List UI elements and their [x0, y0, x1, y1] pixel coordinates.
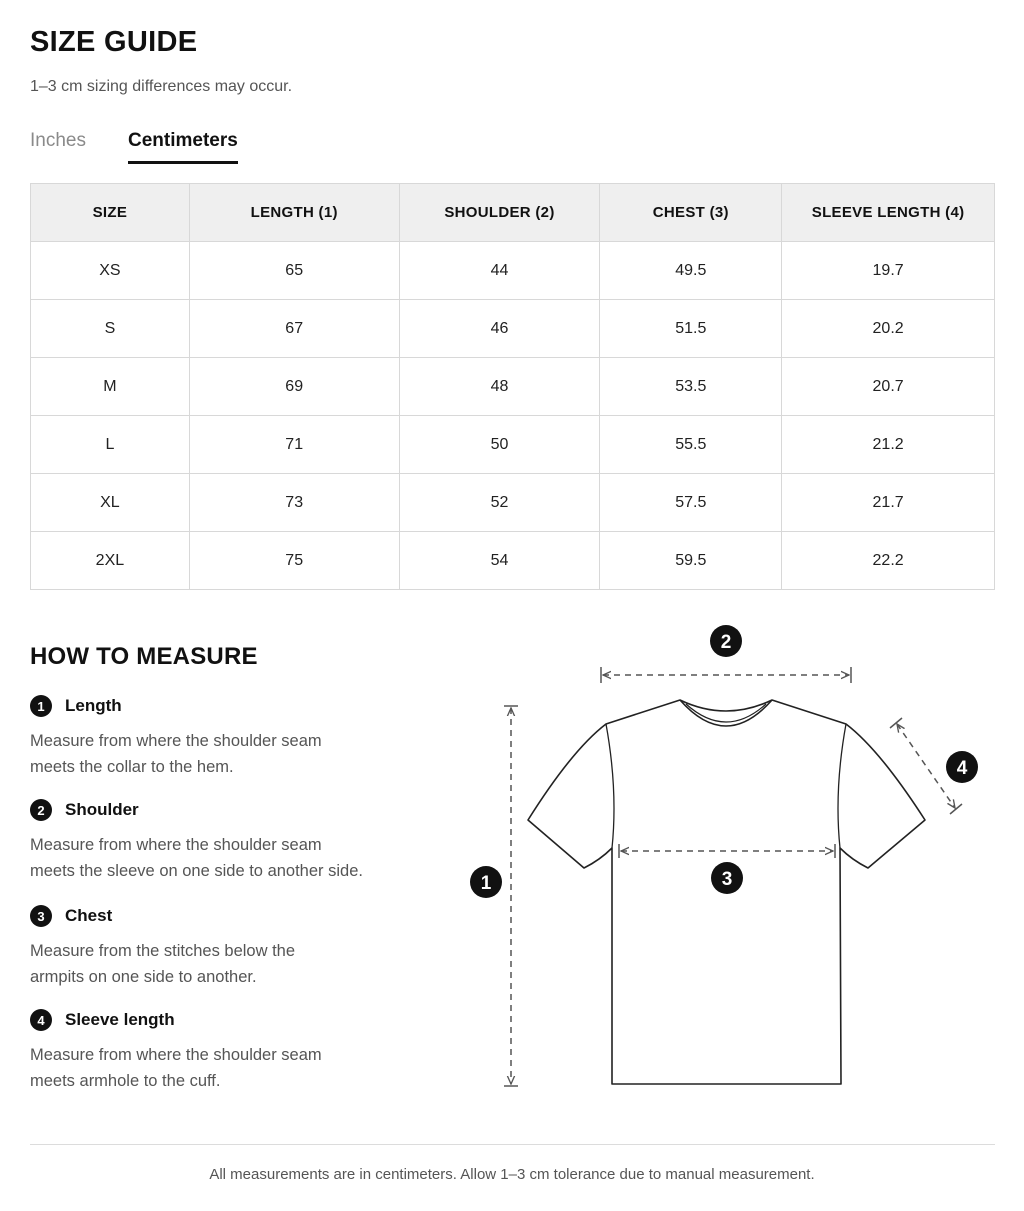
description-line: Measure from where the shoulder seam: [30, 1046, 322, 1064]
marker-4: [946, 751, 978, 783]
size-table: [30, 183, 995, 590]
table-row: [31, 300, 995, 358]
table-cell: 52: [399, 474, 600, 532]
table-row: [31, 474, 995, 532]
marker-2: [710, 625, 742, 657]
table-row: [31, 532, 995, 590]
table-cell: 48: [399, 358, 600, 416]
table-cell: XL: [31, 474, 190, 532]
column-header-length: LENGTH (1): [189, 184, 399, 242]
table-cell: 65: [189, 242, 399, 300]
tab-inches[interactable]: Inches: [30, 130, 86, 151]
table-cell: 20.7: [782, 358, 995, 416]
marker-3: [711, 862, 743, 894]
table-row: [31, 242, 995, 300]
page-subtitle: 1–3 cm sizing differences may occur.: [30, 78, 293, 95]
table-cell: 53.5: [600, 358, 782, 416]
measure-description: [30, 1042, 450, 1094]
table-cell: 67: [189, 300, 399, 358]
measure-label: Sleeve length: [65, 1010, 175, 1029]
unit-tabs: [30, 128, 238, 168]
table-cell: 44: [399, 242, 600, 300]
table-cell: 2XL: [31, 532, 190, 590]
page-title: SIZE GUIDE: [30, 26, 198, 58]
description-line: Measure from where the shoulder seam: [30, 836, 322, 854]
description-line: armpits on one side to another.: [30, 968, 257, 986]
measure-label: Chest: [65, 906, 113, 925]
table-cell: 54: [399, 532, 600, 590]
measure-description: [30, 832, 450, 884]
table-cell: 57.5: [600, 474, 782, 532]
table-cell: 19.7: [782, 242, 995, 300]
table-cell: 71: [189, 416, 399, 474]
table-cell: L: [31, 416, 190, 474]
footer-divider: [30, 1144, 995, 1145]
shoulder-measure-line: [601, 667, 851, 683]
description-line: Measure from the stitches below the: [30, 942, 296, 960]
table-cell: 59.5: [600, 532, 782, 590]
table-cell: 50: [399, 416, 600, 474]
table-cell: 21.2: [782, 416, 995, 474]
marker-1: [470, 866, 502, 898]
table-cell: 49.5: [600, 242, 782, 300]
table-cell: 73: [189, 474, 399, 532]
table-cell: 75: [189, 532, 399, 590]
column-header-shoulder: SHOULDER (2): [399, 184, 600, 242]
measure-item-chest: [30, 904, 450, 990]
table-cell: 55.5: [600, 416, 782, 474]
description-line: meets the collar to the hem.: [30, 758, 234, 776]
how-to-measure-title: HOW TO MEASURE: [30, 643, 258, 670]
marker-label: 2: [720, 632, 732, 653]
table-cell: 69: [189, 358, 399, 416]
tab-centimeters[interactable]: Centimeters: [128, 128, 238, 164]
number-badge: 1: [30, 695, 52, 717]
description-line: Measure from where the shoulder seam: [30, 732, 322, 750]
column-header-size: SIZE: [31, 184, 190, 242]
table-row: [31, 416, 995, 474]
marker-label: 3: [721, 869, 733, 890]
tshirt-measurement-diagram: [460, 615, 1000, 1115]
table-cell: 20.2: [782, 300, 995, 358]
length-measure-line: [504, 706, 518, 1086]
measure-item-shoulder: [30, 798, 450, 884]
table-cell: S: [31, 300, 190, 358]
description-line: meets the sleeve on one side to another side.: [30, 862, 363, 880]
table-cell: 51.5: [600, 300, 782, 358]
description-line: meets armhole to the cuff.: [30, 1072, 221, 1090]
table-cell: M: [31, 358, 190, 416]
footer-note: All measurements are in centimeters. Allow 1–3 cm tolerance due to manual measurement.: [209, 1166, 815, 1183]
table-cell: 22.2: [782, 532, 995, 590]
column-header-sleeve-length: SLEEVE LENGTH (4): [782, 184, 995, 242]
measure-label: Shoulder: [65, 800, 139, 819]
number-badge: 2: [30, 799, 52, 821]
table-cell: XS: [31, 242, 190, 300]
table-cell: 21.7: [782, 474, 995, 532]
marker-label: 1: [480, 873, 492, 894]
table-cell: 46: [399, 300, 600, 358]
number-badge: 3: [30, 905, 52, 927]
column-header-chest: CHEST (3): [600, 184, 782, 242]
measure-description: [30, 728, 450, 780]
measure-label: Length: [65, 696, 122, 715]
measure-description: [30, 938, 450, 990]
number-badge: 4: [30, 1009, 52, 1031]
table-header-row: [31, 184, 995, 242]
measure-item-sleeve-length: [30, 1008, 450, 1094]
marker-label: 4: [956, 758, 968, 779]
table-row: [31, 358, 995, 416]
measure-item-length: [30, 694, 450, 780]
